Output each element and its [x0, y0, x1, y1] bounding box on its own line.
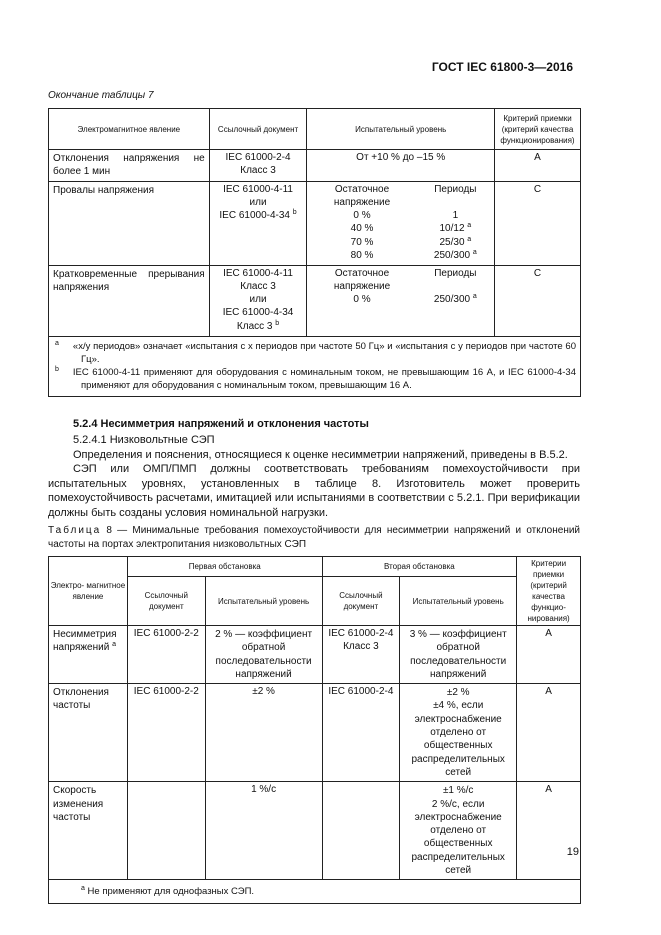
table-footnote: $^a$ Не применяют для однофазных СЭП. [49, 880, 581, 904]
table-caption: Таблица 8 — Минимальные требования помехоустойчивости для несимметрии напряжений и отклонений частоты на портах электропитания низковольтных СЭП [48, 525, 581, 550]
cell-criterion: C [495, 265, 581, 336]
table-caption: Окончание таблицы 7 [48, 90, 154, 101]
cell-phenomenon: Кратковременные прерывания напряжения [49, 265, 210, 336]
col-header: Испытательный уровень [307, 109, 495, 150]
col-header: Ссылочный документ [127, 577, 205, 626]
cell-phenomenon: Несимметрия напряжений $^a$ [49, 626, 128, 684]
cell-criterion: A [517, 626, 581, 684]
document-id: ГОСТ IEC 61800-3—2016 [431, 60, 573, 74]
col-header: Ссылочный документ [322, 577, 400, 626]
col-header: Испытательный уровень [205, 577, 322, 626]
cell-document [127, 782, 205, 880]
paragraph: СЭП или ОМП/ПМП должны соответствовать требованиям помехоустойчивости при испытательных уровнях, установленных в таблице 8. Изготовитель может проверить помехоустойчивость расчетами, имитацией или испытаниями в соответствии с 5.2.1. При верификации должны быть созданы условия номинальной нагрузки. [48, 463, 580, 519]
page-number: 19 [566, 846, 579, 858]
cell-document [322, 782, 400, 880]
cell-residual-voltage: Остаточное напряжение 0 % [307, 265, 417, 336]
cell-document: IEC 61000-4-11 Класс 3 или IEC 61000-4-34 Класс 3 $^b$ [209, 265, 307, 336]
cell-criterion: A [495, 150, 581, 182]
cell-phenomenon: Отклонения напряжения не более 1 мин [49, 150, 210, 182]
cell-level: ±2 % ±4 %, если электроснабжение отделено от общественных распределительных сетей [400, 684, 517, 782]
cell-level: От +10 % до –15 % [307, 150, 495, 182]
cell-phenomenon: Провалы напряжения [49, 181, 210, 265]
cell-document: IEC 61000-2-4 [322, 684, 400, 782]
section-heading: 5.2.4 Несимметрия напряжений и отклонения частоты [73, 418, 369, 430]
cell-document: IEC 61000-4-11 или IEC 61000-4-34 $^b$ [209, 181, 307, 265]
cell-periods: Периоды 1 10/12 $^a$ 25/30 $^a$ 250/300 $^a$ [417, 181, 495, 265]
col-header: Испытательный уровень [400, 577, 517, 626]
cell-level: ±2 % [205, 684, 322, 782]
cell-level: ±1 %/с 2 %/с, если электроснабжение отделено от общественных распределительных сетей [400, 782, 517, 880]
table-7 [48, 108, 581, 397]
col-header: Вторая обстановка [322, 557, 517, 577]
col-header: Ссылочный документ [209, 109, 307, 150]
cell-criterion: A [517, 684, 581, 782]
cell-document: IEC 61000-2-4 Класс 3 [209, 150, 307, 182]
col-header: Электро- магнитное явление [49, 557, 128, 626]
col-header: Первая обстановка [127, 557, 322, 577]
cell-criterion: C [495, 181, 581, 265]
subsection-heading: 5.2.4.1 Низковольтные СЭП [73, 434, 215, 446]
col-header: Критерий приемки (критерий качества функционирования) [495, 109, 581, 150]
table-8 [48, 556, 581, 904]
cell-periods: Периоды 250/300 $^a$ [417, 265, 495, 336]
cell-document: IEC 61000-2-4 Класс 3 [322, 626, 400, 684]
table-footnotes: $^a$ «x/y периодов» означает «испытания с x периодов при частоте 50 Гц» и «испытания с y периодов при частоте 60 Гц». $^b$ IEC 61000-4-11 применяют для оборудования с номинальным током, не превышающим 16 А, и IEC 61000-4-34 применяют для оборудования с номинальным током, превышающим 16 А. [49, 336, 581, 396]
cell-document: IEC 61000-2-2 [127, 626, 205, 684]
cell-phenomenon: Скорость изменения частоты [49, 782, 128, 880]
cell-residual-voltage: Остаточное напряжение 0 % 40 % 70 % 80 % [307, 181, 417, 265]
col-header: Электромагнитное явление [49, 109, 210, 150]
col-header: Критерии приемки (критерий качества функцио- нирования) [517, 557, 581, 626]
paragraph: Определения и пояснения, относящиеся к оценке несимметрии напряжений, приведены в В.5.2. [73, 449, 568, 461]
cell-phenomenon: Отклонения частоты [49, 684, 128, 782]
cell-criterion: A [517, 782, 581, 880]
cell-level: 2 % — коэффициент обратной последовательности напряжений [205, 626, 322, 684]
cell-document: IEC 61000-2-2 [127, 684, 205, 782]
cell-level: 3 % — коэффициент обратной последовательности напряжений [400, 626, 517, 684]
cell-level: 1 %/с [205, 782, 322, 880]
